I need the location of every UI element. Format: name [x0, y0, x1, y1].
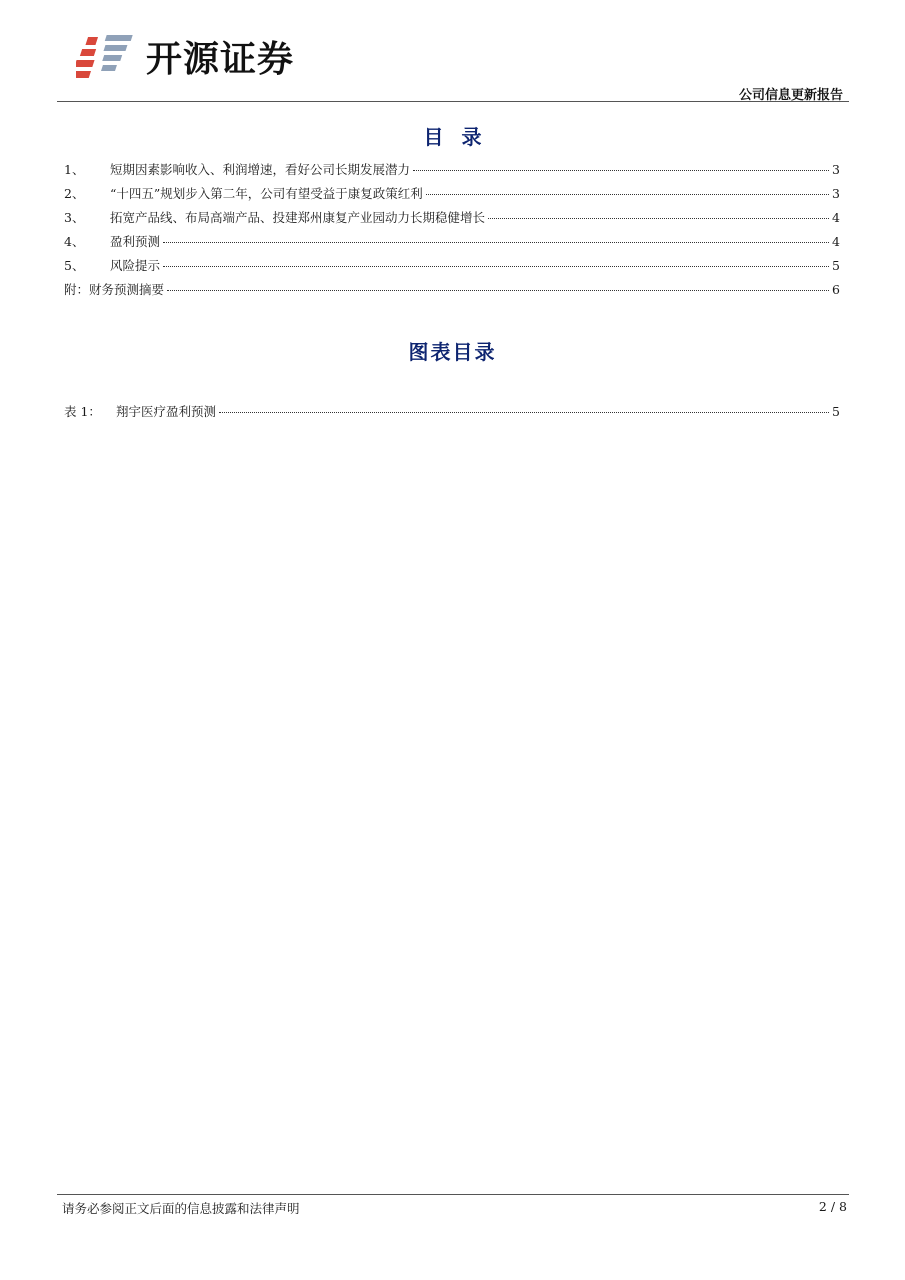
- toc-entry-page: 5: [832, 258, 840, 273]
- figure-entry-number: 表 1：: [64, 404, 101, 419]
- toc-leader-dots: [488, 217, 829, 219]
- header-divider: [57, 101, 849, 102]
- toc-leader-dots: [163, 241, 829, 243]
- toc-leader-dots: [426, 193, 829, 195]
- toc-entry[interactable]: [64, 280, 840, 304]
- toc-entry-number: 5、: [64, 258, 85, 273]
- logo-mark-icon: [76, 31, 136, 81]
- toc-entry[interactable]: [64, 232, 840, 256]
- toc-entry[interactable]: [64, 184, 840, 208]
- toc-entry-number: 附：: [64, 282, 90, 297]
- toc-entry-number: 1、: [64, 162, 85, 177]
- toc-entry-number: 3、: [64, 210, 85, 225]
- figure-entry-title: 翔宇医疗盈利预测: [116, 404, 217, 419]
- logo-text: 开源证券: [146, 38, 295, 80]
- toc-entry-title: 盈利预测: [110, 234, 161, 249]
- toc-entry[interactable]: [64, 160, 840, 184]
- toc-entry[interactable]: [64, 256, 840, 280]
- toc-entry-page: 6: [832, 282, 840, 297]
- toc-leader-dots: [163, 265, 829, 267]
- company-logo: [76, 30, 294, 82]
- figure-index-list: [64, 402, 840, 426]
- toc-title: 目录: [423, 125, 500, 149]
- toc-leader-dots: [167, 289, 829, 291]
- toc-entry-page: 4: [832, 210, 840, 225]
- toc-entry-page: 3: [832, 186, 840, 201]
- figure-index-entry[interactable]: [64, 402, 840, 426]
- toc-entry[interactable]: [64, 208, 840, 232]
- toc-entry-title: “十四五”规划步入第二年，公司有望受益于康复政策红利: [110, 186, 423, 201]
- footer-divider: [57, 1194, 849, 1195]
- toc-entry-title: 短期因素影响收入、利润增速，看好公司长期发展潜力: [110, 162, 411, 177]
- toc-entry-page: 4: [832, 234, 840, 249]
- toc-entry-number: 4、: [64, 234, 85, 249]
- toc-entry-number: 2、: [64, 186, 85, 201]
- toc-list: [64, 160, 840, 304]
- figure-index-title: 图表目录: [408, 340, 497, 364]
- footer-disclaimer: 请务必参阅正文后面的信息披露和法律声明: [62, 1201, 300, 1216]
- toc-entry-page: 3: [832, 162, 840, 177]
- toc-leader-dots: [413, 169, 829, 171]
- page-indicator: 2 / 8: [818, 1199, 847, 1214]
- toc-leader-dots: [219, 411, 829, 413]
- figure-entry-page: 5: [832, 404, 840, 419]
- toc-entry-title: 拓宽产品线、布局高端产品、投建郑州康复产业园动力长期稳健增长: [110, 210, 486, 225]
- toc-entry-title: 风险提示: [110, 258, 161, 273]
- report-type-label: 公司信息更新报告: [738, 88, 843, 103]
- toc-entry-title: 财务预测摘要: [89, 282, 165, 297]
